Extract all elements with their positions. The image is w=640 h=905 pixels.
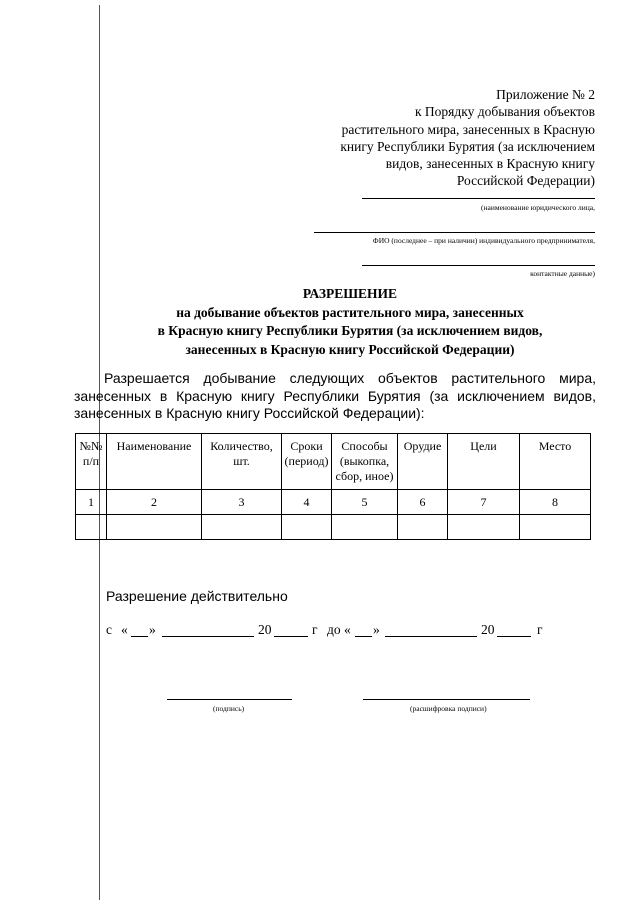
header-cell: Цели	[448, 434, 520, 490]
header-cell: №№ п/п	[76, 434, 107, 490]
table-cell[interactable]	[448, 515, 520, 540]
validity-label: Разрешение действительно	[106, 588, 288, 604]
number-cell: 4	[282, 490, 332, 515]
table-cell[interactable]	[282, 515, 332, 540]
header-cell: Способы (выкопка, сбор, иное)	[332, 434, 398, 490]
from-year-prefix: 20	[258, 622, 272, 637]
table-cell[interactable]	[76, 515, 107, 540]
close-quote-1: »	[149, 622, 156, 637]
header-cell: Место	[520, 434, 591, 490]
from-month-field[interactable]	[162, 636, 254, 637]
header-cell: Сроки (период)	[282, 434, 332, 490]
permission-text: Разрешается добывание следующих объектов растительного мира, занесенных в Красную книгу Республики Бурятия (за исключением видов, занесенных в Красную книгу Российской Федерации):	[74, 370, 596, 421]
header-cell: Орудие	[398, 434, 448, 490]
to-label: до «	[327, 622, 351, 637]
legal-entity-field[interactable]	[362, 198, 595, 199]
permission-paragraph	[74, 370, 596, 423]
to-day-field[interactable]	[355, 636, 372, 637]
table-cell[interactable]	[107, 515, 202, 540]
table-cell[interactable]	[332, 515, 398, 540]
header-cell: Количество, шт.	[202, 434, 282, 490]
from-day-field[interactable]	[131, 636, 148, 637]
from-label: с	[106, 622, 112, 637]
number-cell: 3	[202, 490, 282, 515]
number-cell: 5	[332, 490, 398, 515]
number-cell: 8	[520, 490, 591, 515]
appendix-line: Приложение № 2	[496, 87, 595, 102]
signature-decode-caption: (расшифровка подписи)	[410, 704, 487, 713]
appendix-line: Российской Федерации)	[456, 173, 595, 189]
number-cell: 6	[398, 490, 448, 515]
contacts-caption: контактные данные)	[530, 269, 595, 278]
to-year-field[interactable]	[497, 636, 531, 637]
from-year-field[interactable]	[274, 636, 308, 637]
contacts-field[interactable]	[362, 265, 595, 266]
table-cell[interactable]	[202, 515, 282, 540]
close-quote-2: »	[373, 622, 380, 637]
table-cell[interactable]	[520, 515, 591, 540]
number-cell: 7	[448, 490, 520, 515]
signature-caption: (подпись)	[213, 704, 245, 713]
table-number-row	[76, 490, 591, 515]
number-cell: 1	[76, 490, 107, 515]
to-g-label: г	[537, 622, 543, 637]
from-g-label: г	[312, 622, 318, 637]
table-row	[76, 515, 591, 540]
entrepreneur-field[interactable]	[314, 232, 595, 233]
title-line: в Красную книгу Республики Бурятия (за исключением видов,	[157, 323, 543, 338]
title-heading: РАЗРЕШЕНИЕ	[302, 286, 398, 301]
open-quote-1: «	[121, 622, 128, 637]
table-cell[interactable]	[398, 515, 448, 540]
appendix-line: книгу Республики Бурятия (за исключением	[340, 138, 595, 154]
header-cell: Наименование	[107, 434, 202, 490]
objects-table	[75, 433, 591, 540]
appendix-block	[295, 86, 595, 190]
entrepreneur-caption: ФИО (последнее – при наличии) индивидуального предпринимателя,	[372, 236, 595, 245]
document-title	[60, 285, 640, 359]
signature-field[interactable]	[167, 699, 292, 700]
number-cell: 2	[107, 490, 202, 515]
legal-entity-caption: (наименование юридического лица,	[480, 203, 595, 212]
signature-decode-field[interactable]	[363, 699, 530, 700]
to-year-prefix: 20	[481, 622, 495, 637]
to-month-field[interactable]	[385, 636, 477, 637]
appendix-line: растительного мира, занесенных в Красную	[341, 121, 595, 137]
title-line: занесенных в Красную книгу Российской Федерации)	[185, 341, 515, 357]
title-line: на добывание объектов растительного мира, занесенных	[176, 304, 524, 320]
appendix-line: видов, занесенных в Красную книгу	[385, 156, 595, 172]
table-header-row	[76, 434, 591, 490]
appendix-line: к Порядку добывания объектов	[414, 104, 595, 120]
